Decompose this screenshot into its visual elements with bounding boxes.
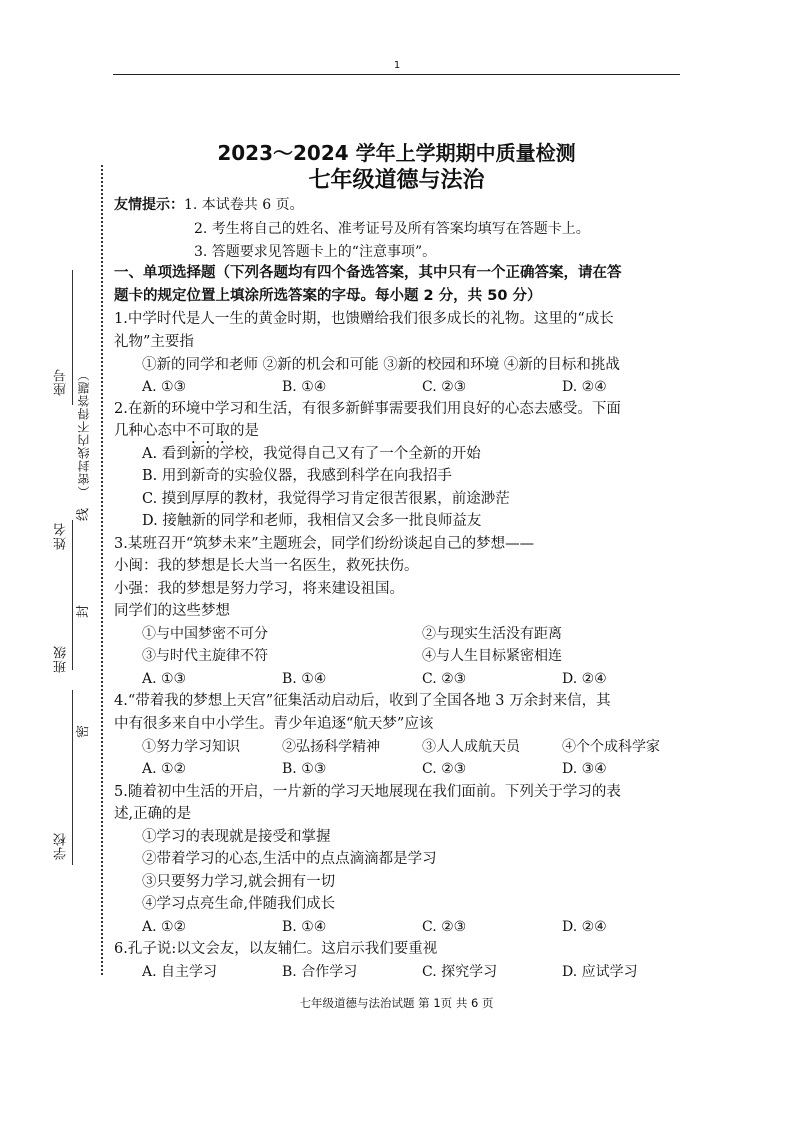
class-label: 班级 xyxy=(54,645,69,673)
section-heading-line-1: 一、单项选择题（下列各题均有四个备选答案，其中只有一个正确答案，请在答 xyxy=(114,265,622,281)
q5-item-4: ④学习点亮生命,伴随我们成长 xyxy=(142,896,336,912)
seal-char-line: 线 xyxy=(76,507,92,522)
q3-item-1: ①与中国梦密不可分 xyxy=(142,626,268,642)
q5-stem-2: 述,正确的是 xyxy=(114,806,192,822)
q6-option-b: B. 合作学习 xyxy=(282,964,358,980)
q5-option-d: D. ②④ xyxy=(562,919,607,935)
q3-stem: 3.某班召开“筑梦未来”主题班会，同学们纷纷谈起自己的梦想—— xyxy=(114,536,535,552)
q3-option-b: B. ①④ xyxy=(282,671,327,687)
q3-item-3: ③与时代主旋律不符 xyxy=(142,648,268,664)
q4-item-3: ③人人成航天员 xyxy=(422,739,520,755)
q6-option-a: A. 自主学习 xyxy=(142,964,218,980)
q1-stem-2: 礼物”主要指 xyxy=(114,334,194,350)
q2-option-a: A. 看到新的学校，我觉得自己又有了一个全新的开始 xyxy=(142,446,481,462)
tip-item-2: 2. 考生将自己的姓名、准考证号及所有答案均填写在答题卡上。 xyxy=(194,221,590,237)
q3-option-c: C. ②③ xyxy=(422,671,467,687)
q4-item-4: ④个个成科学家 xyxy=(562,739,660,755)
q4-item-2: ②弘扬科学精神 xyxy=(282,739,380,755)
q1-option-b: B. ①④ xyxy=(282,379,327,395)
q1-option-d: D. ②④ xyxy=(562,379,607,395)
q4-option-a: A. ①② xyxy=(142,761,187,777)
q2-stem-1: 2.在新的环境中学习和生活，有很多新鲜事需要我们用良好的心态去感受。下面 xyxy=(114,401,621,417)
q3-item-2: ②与现实生活没有距离 xyxy=(422,626,562,642)
q4-stem-1: 4.“带着我的梦想上天宫”征集活动启动后，收到了全国各地 3 万余封来信，其 xyxy=(114,693,611,709)
q3-option-d: D. ②④ xyxy=(562,671,607,687)
q1-option-c: C. ②③ xyxy=(422,379,467,395)
q1-items: ①新的同学和老师 ②新的机会和可能 ③新的校园和环境 ④新的目标和挑战 xyxy=(142,357,620,373)
tip-item-1: 1. 本试卷共 6 页。 xyxy=(184,197,304,213)
q2-stem-2-post: 的是 xyxy=(230,423,259,439)
class-underline xyxy=(72,690,73,810)
binding-note: （密封线内不得答题） xyxy=(77,368,91,498)
q5-option-a: A. ①② xyxy=(142,919,187,935)
section-heading-line-2: 题卡的规定位置上填涂所选答案的字母。每小题 2 分，共 50 分） xyxy=(114,288,542,304)
q3-option-a: A. ①③ xyxy=(142,671,187,687)
tips-line-1 xyxy=(114,194,304,214)
q3-line-b: 小强：我的梦想是努力学习，将来建设祖国。 xyxy=(114,581,404,597)
subject-title: 七年级道德与法治 xyxy=(308,168,485,193)
seat-underline xyxy=(72,270,73,405)
exam-title: 2023～2024 学年上学期期中质量检测 xyxy=(217,141,576,165)
header-rule xyxy=(113,74,680,75)
q2-option-d: D. 接触新的同学和老师，我相信又会多一批良师益友 xyxy=(142,513,482,529)
q4-item-1: ①努力学习知识 xyxy=(142,739,240,755)
q3-line-a: 小闽：我的梦想是长大当一名医生，救死扶伤。 xyxy=(114,558,419,574)
school-underline xyxy=(72,805,73,865)
q5-option-c: C. ②③ xyxy=(422,919,467,935)
name-label: 姓名 xyxy=(54,522,69,550)
q4-stem-2: 中有很多来自中小学生。青少年追逐“航天梦”应该 xyxy=(114,716,434,732)
q4-option-c: C. ②③ xyxy=(422,761,467,777)
tips-label: 友情提示： xyxy=(114,197,184,213)
q2-stem-2-pre: 几种心态中 xyxy=(114,423,187,439)
seal-char-secret: 密 xyxy=(76,724,92,739)
school-label: 学校 xyxy=(54,832,69,860)
page-footer: 七年级道德与法治试题 第 1页 共 6 页 xyxy=(299,996,494,1010)
q5-item-1: ①学习的表现就是接受和掌握 xyxy=(142,829,331,845)
q4-option-b: B. ①③ xyxy=(282,761,327,777)
seal-char-seal: 封 xyxy=(76,604,92,619)
seat-label: 座号 xyxy=(54,368,69,396)
q5-option-b: B. ①④ xyxy=(282,919,327,935)
q6-option-d: D. 应试学习 xyxy=(562,964,638,980)
q5-stem-1: 5.随着初中生活的开启，一片新的学习天地展现在我们面前。下列关于学习的表 xyxy=(114,784,621,800)
q2-option-c: C. 摸到厚厚的教材，我觉得学习肯定很苦很累，前途渺茫 xyxy=(142,491,510,507)
q5-item-3: ③只要努力学习,就会拥有一切 xyxy=(142,874,336,890)
q1-stem-1: 1.中学时代是人一生的黄金时期，也馈赠给我们很多成长的礼物。这里的“成长 xyxy=(114,311,614,327)
q5-item-2: ②带着学习的心态,生活中的点点滴滴都是学习 xyxy=(142,851,437,867)
page-number: 1 xyxy=(393,60,401,71)
q1-option-a: A. ①③ xyxy=(142,379,187,395)
q6-stem: 6.孔子说:以文会友，以友辅仁。这启示我们要重视 xyxy=(114,941,438,957)
q2-emphasis: 不可取 xyxy=(186,423,230,439)
q2-option-b: B. 用到新奇的实验仪器，我感到科学在向我招手 xyxy=(142,468,452,484)
q3-line-c: 同学们的这些梦想 xyxy=(114,603,230,619)
binding-dotted-line xyxy=(101,165,103,975)
tip-item-3: 3. 答题要求见答题卡上的“注意事项”。 xyxy=(194,244,437,260)
name-underline xyxy=(72,520,73,670)
q6-option-c: C. 探究学习 xyxy=(422,964,498,980)
q3-item-4: ④与人生目标紧密相连 xyxy=(422,648,562,664)
q4-option-d: D. ③④ xyxy=(562,761,607,777)
